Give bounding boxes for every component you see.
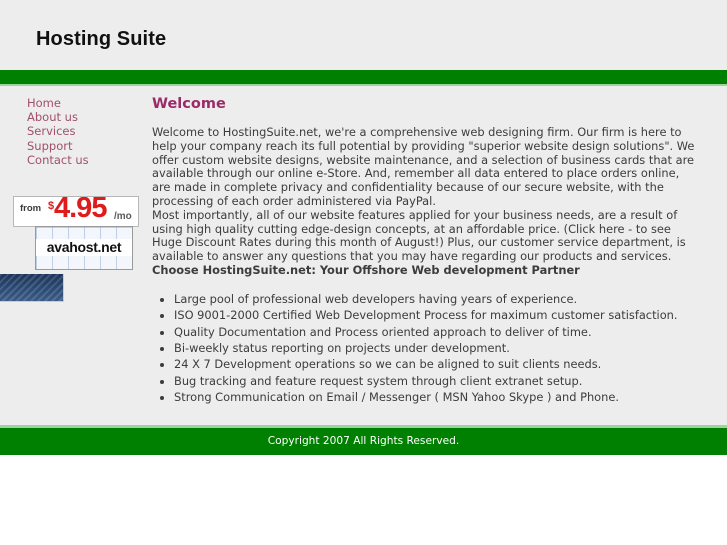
intro-paragraph-1: Welcome to HostingSuite.net, we're a comprehensive web designing firm. Our firm is here to help your company reach its full potential by providing "superior website design solutions". We offer custom website designs, website maintenance, and a selection of business cards that are available through our online e-Store. And, remember all data entered to place orders online, are made in complete privacy and confidentiality because of our secure website, with the processing of each order administered via PayPal.	[152, 125, 695, 208]
nav-item-about-us[interactable]	[27, 110, 145, 124]
list-item: • Quality Documentation and Process oriented approach to deliver of time.	[174, 324, 697, 340]
sidebar	[0, 96, 145, 167]
ad-price-period: /mo	[114, 211, 132, 222]
list-item: • Bug tracking and feature request system through client extranet setup.	[174, 373, 697, 389]
main-content	[152, 96, 697, 406]
ad-price-amount: 4.95	[54, 196, 107, 224]
site-header	[0, 0, 727, 70]
list-item: • Large pool of professional web developers having years of experience.	[174, 291, 697, 307]
nav-item-contact-us[interactable]	[27, 153, 145, 167]
site-footer	[0, 428, 727, 455]
primary-navigation	[0, 96, 145, 167]
tagline-heading: Choose HostingSuite.net: Your Offshore Web development Partner	[152, 262, 580, 277]
ad-from-label: from	[20, 203, 42, 214]
header-green-bar	[0, 70, 727, 84]
nav-item-support[interactable]	[27, 139, 145, 153]
list-item: • 24 X 7 Development operations so we can be aligned to suit clients needs.	[174, 356, 697, 372]
sidebar-ad-banner[interactable]	[13, 196, 141, 274]
nav-link-about-us[interactable]: About us	[27, 110, 78, 125]
list-item: • Bi-weekly status reporting on projects under development.	[174, 340, 697, 356]
list-item: • ISO 9001-2000 Certified Web Development Process for maximum customer satisfaction.	[174, 307, 697, 323]
copyright-text: Copyright 2007 All Rights Reserved.	[267, 435, 460, 447]
site-title: Hosting Suite	[36, 28, 167, 50]
nav-link-home[interactable]: Home	[27, 96, 61, 110]
intro-paragraph-2: Most importantly, all of our website features applied for your business needs, are a result of using high quality cutting edge-design concepts, at an affordable price. (Click here - to see Huge Discount Rates during this month of August!) Plus, our customer service department, is available to answer any questions that you may have regarding our products and services.	[152, 207, 686, 264]
ad-price-box[interactable]	[13, 196, 139, 227]
nav-link-contact-us[interactable]: Contact us	[27, 152, 89, 167]
ad-currency-symbol: $	[48, 200, 55, 212]
nav-link-services[interactable]: Services	[27, 124, 76, 139]
ad-brand-box[interactable]	[35, 226, 133, 270]
nav-item-services[interactable]	[27, 124, 145, 138]
page-title: Welcome	[152, 96, 226, 112]
list-item: • Strong Communication on Email / Messenger ( MSN Yahoo Skype ) and Phone.	[174, 389, 697, 405]
features-list	[152, 291, 697, 406]
ad-brand-label: avahost.net	[36, 239, 132, 256]
sidebar-blue-banner-fragment[interactable]	[0, 274, 64, 302]
ad-price-inner	[14, 197, 139, 227]
nav-item-home[interactable]	[27, 96, 145, 110]
header-green-bar-underline	[0, 84, 727, 86]
nav-link-support[interactable]: Support	[27, 138, 73, 153]
